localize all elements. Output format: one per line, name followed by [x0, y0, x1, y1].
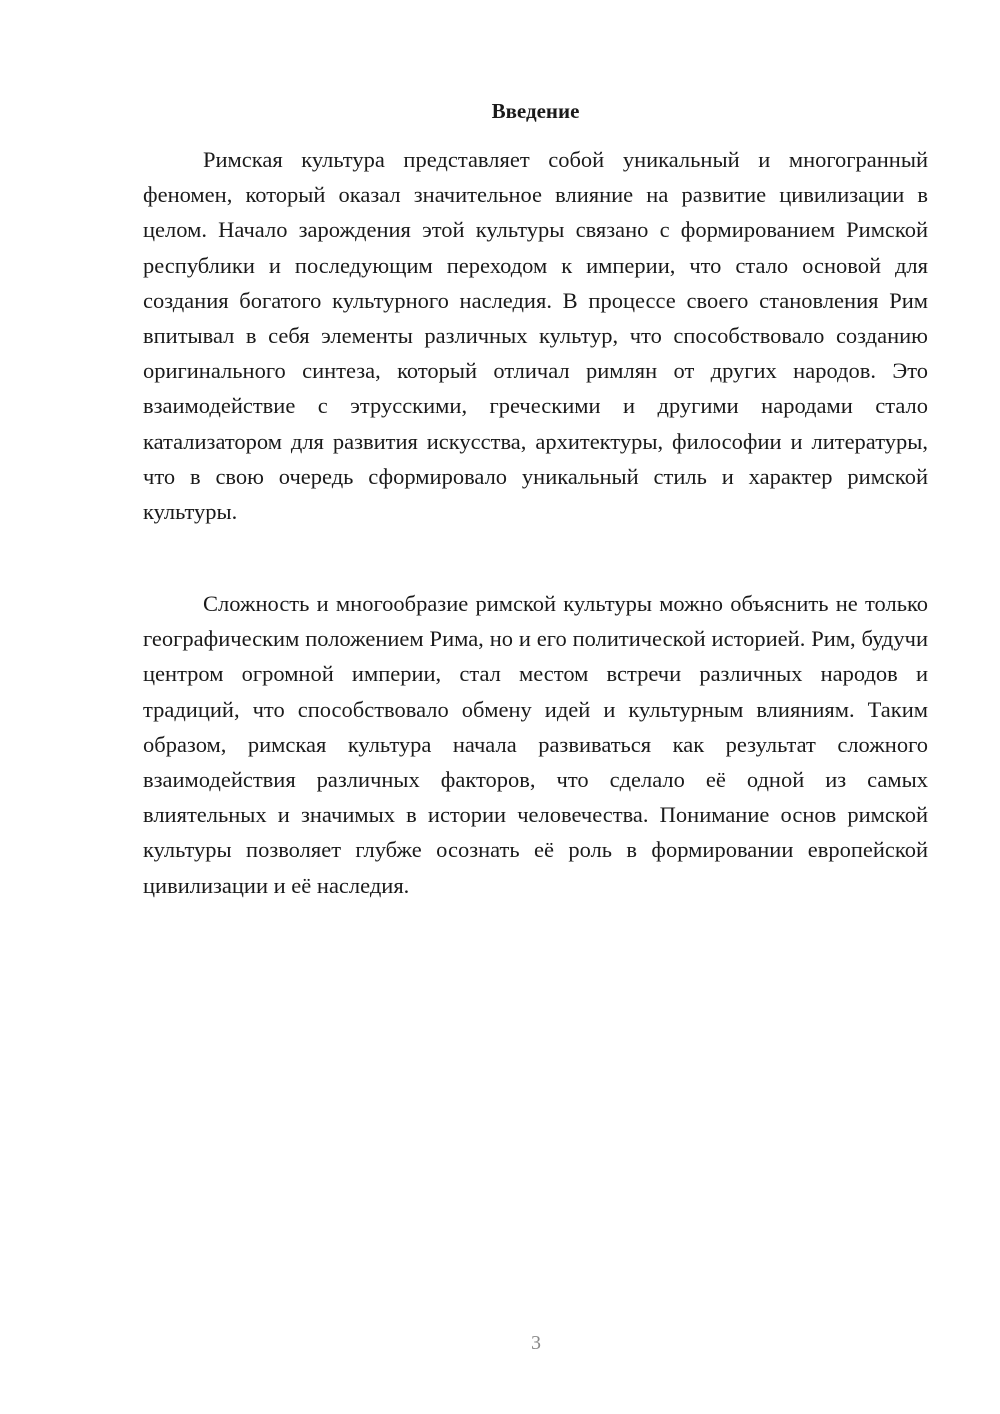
section-heading: Введение: [491, 99, 580, 123]
page-number: 3: [531, 1332, 541, 1354]
paragraph-2: Сложность и многообразие римской культуры можно объяснить не только географическим положением Рима, но и его политической историей. Рим, будучи центром огромной империи, стал местом встречи различных народов и традиций, что способствовало обмену идей и культурным влияниям. Таким образом, римская культура начала развиваться как результат сложного взаимодействия различных факторов, что сделало её одной из самых влиятельных и значимых в истории человечества. Понимание основ римской культуры позволяет глубже осознать её роль в формировании европейской цивилизации и её наследия.: [143, 591, 928, 898]
paragraph-1: Римская культура представляет собой уникальный и многогранный феномен, который оказал значительное влияние на развитие цивилизации в целом. Начало зарождения этой культуры связано с формированием Римской республики и последующим переходом к империи, что стало основой для создания богатого культурного наследия. В процессе своего становления Рим впитывал в себя элементы различных культур, что способствовало созданию оригинального синтеза, который отличал римлян от других народов. Это взаимодействие с этрусскими, греческими и другими народами стало катализатором для развития искусства, архитектуры, философии и литературы, что в свою очередь сформировало уникальный стиль и характер римской культуры.: [143, 147, 928, 525]
